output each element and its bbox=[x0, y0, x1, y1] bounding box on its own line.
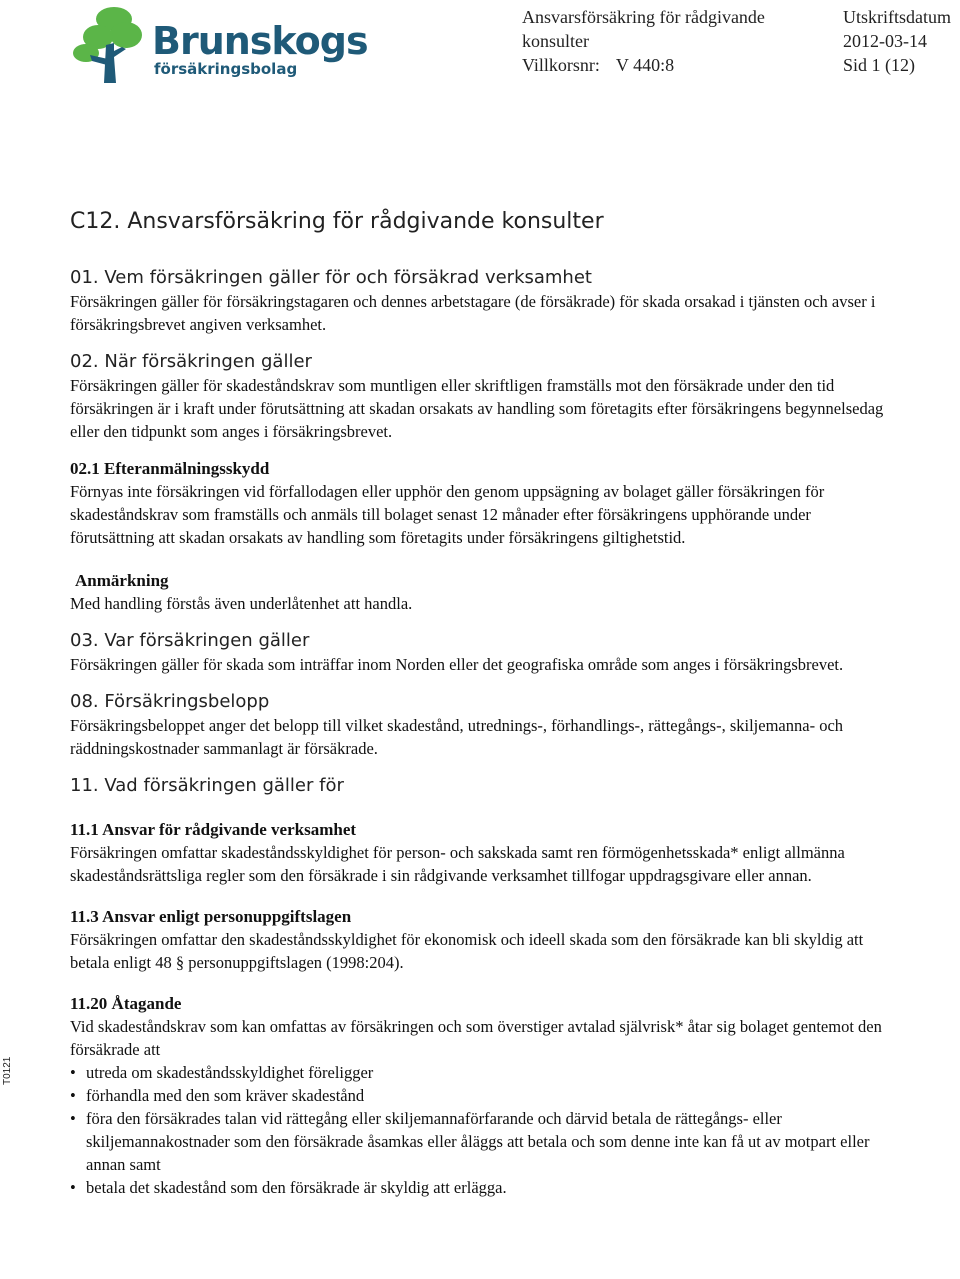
section-08-heading: 08. Försäkringsbelopp bbox=[70, 691, 270, 712]
section-08 bbox=[70, 690, 890, 760]
list-item: • utreda om skadeståndsskyldighet föreligger bbox=[86, 1061, 890, 1084]
logo-brand-sub: försäkringsbolag bbox=[154, 60, 298, 78]
section-11-3-heading: 11.3 Ansvar enligt personuppgiftslagen bbox=[70, 907, 352, 926]
section-11-20-text: Vid skadeståndskrav som kan omfattas av försäkringen och som överstiger avtalad självrisk* åtar sig bolaget gentemot den försäkrade att bbox=[70, 1017, 882, 1059]
header-product-info bbox=[522, 5, 765, 77]
print-date-label: Utskriftsdatum bbox=[843, 7, 951, 27]
commitment-list bbox=[70, 1061, 890, 1199]
section-02-1 bbox=[70, 457, 890, 549]
section-11-1-text: Försäkringen omfattar skadeståndsskyldighet för person- och sakskada samt ren förmögenhetsskada* enligt allmänna skadeståndsrättsliga regler som den försäkrade i sin rådgivande verksamhet tillfogar uppdragsgivare eller annan. bbox=[70, 843, 845, 885]
terms-number-row bbox=[522, 53, 765, 77]
note-section bbox=[70, 569, 890, 615]
tree-logo-icon bbox=[70, 5, 150, 87]
side-document-code: T0121 bbox=[2, 1056, 13, 1085]
section-11-20 bbox=[70, 992, 890, 1199]
note-heading: Anmärkning bbox=[75, 571, 169, 590]
section-03-text: Försäkringen gäller för skada som inträffar inom Norden eller det geografiska område som anges i försäkringsbrevet. bbox=[70, 655, 844, 674]
product-line-2: konsulter bbox=[522, 31, 589, 51]
page-number: Sid 1 (12) bbox=[843, 55, 915, 75]
section-11 bbox=[70, 774, 890, 798]
section-02-text: Försäkringen gäller för skadeståndskrav som muntligen eller skriftligen framställs mot den försäkrade under den tid försäkringen är i kraft under förutsättning att skadan orsakats av handling som företagits efter försäkringens begynnelsedag eller den tidpunkt som anges i försäkringsbrevet. bbox=[70, 376, 884, 441]
section-08-text: Försäkringsbeloppet anger det belopp till vilket skadestånd, utrednings-, förhandlings-, rättegångs-, skiljemanna- och räddningskostnader sammanlagt är försäkrade. bbox=[70, 716, 844, 758]
section-01 bbox=[70, 266, 890, 336]
section-01-text: Försäkringen gäller för försäkringstagaren och dennes arbetstagare (de försäkrade) för skada orsakad i tjänsten och avser i försäkringsbrevet angiven verksamhet. bbox=[70, 292, 876, 334]
document-body bbox=[70, 208, 890, 1213]
section-11-20-heading: 11.20 Åtagande bbox=[70, 994, 182, 1013]
section-11-1-heading: 11.1 Ansvar för rådgivande verksamhet bbox=[70, 820, 357, 839]
section-03-heading: 03. Var försäkringen gäller bbox=[70, 630, 310, 651]
product-line-1: Ansvarsförsäkring för rådgivande bbox=[522, 7, 765, 27]
section-11-heading: 11. Vad försäkringen gäller för bbox=[70, 775, 344, 796]
logo-brand-name: Brunskogs bbox=[152, 19, 368, 63]
section-02-1-heading: 02.1 Efteranmälningsskydd bbox=[70, 459, 270, 478]
section-02 bbox=[70, 350, 890, 443]
terms-value: V 440:8 bbox=[615, 55, 675, 75]
print-date: 2012-03-14 bbox=[843, 31, 927, 51]
section-11-1 bbox=[70, 818, 890, 887]
section-02-heading: 02. När försäkringen gäller bbox=[70, 351, 312, 372]
section-01-heading: 01. Vem försäkringen gäller för och försäkrad verksamhet bbox=[70, 267, 592, 288]
section-11-3-text: Försäkringen omfattar den skadeståndsskyldighet för ekonomisk och ideell skada som den försäkrade kan bli skyldig att betala enligt 48 § personuppgiftslagen (1998:204). bbox=[70, 930, 864, 972]
list-item: • föra den försäkrades talan vid rättegång eller skiljemannaförfarande och därvid betala de rättegångs- eller skiljemannakostnader som den försäkrade åsamkas eller åläggs att betala och som denne inte kan få ut av motpart eller annan samt bbox=[86, 1107, 890, 1176]
terms-label: Villkorsnr: bbox=[522, 55, 600, 75]
document-title: C12. Ansvarsförsäkring för rådgivande konsulter bbox=[70, 209, 604, 234]
list-item: • betala det skadestånd som den försäkrade är skyldig att erlägga. bbox=[86, 1176, 890, 1199]
header-print-info bbox=[843, 5, 951, 77]
section-02-1-text: Förnyas inte försäkringen vid förfallodagen eller upphör den genom uppsägning av bolaget gäller försäkringen för skadeståndskrav som framställs och anmäls till bolaget senast 12 månader efter försäkringens upphörande under förutsättning att skadan orsakats av handling som företagits under försäkringens giltighetstid. bbox=[70, 482, 825, 547]
section-11-3 bbox=[70, 905, 890, 974]
company-logo bbox=[70, 5, 368, 87]
list-item: • förhandla med den som kräver skadestånd bbox=[86, 1084, 890, 1107]
note-text: Med handling förstås även underlåtenhet att handla. bbox=[70, 594, 413, 613]
section-03 bbox=[70, 629, 890, 676]
